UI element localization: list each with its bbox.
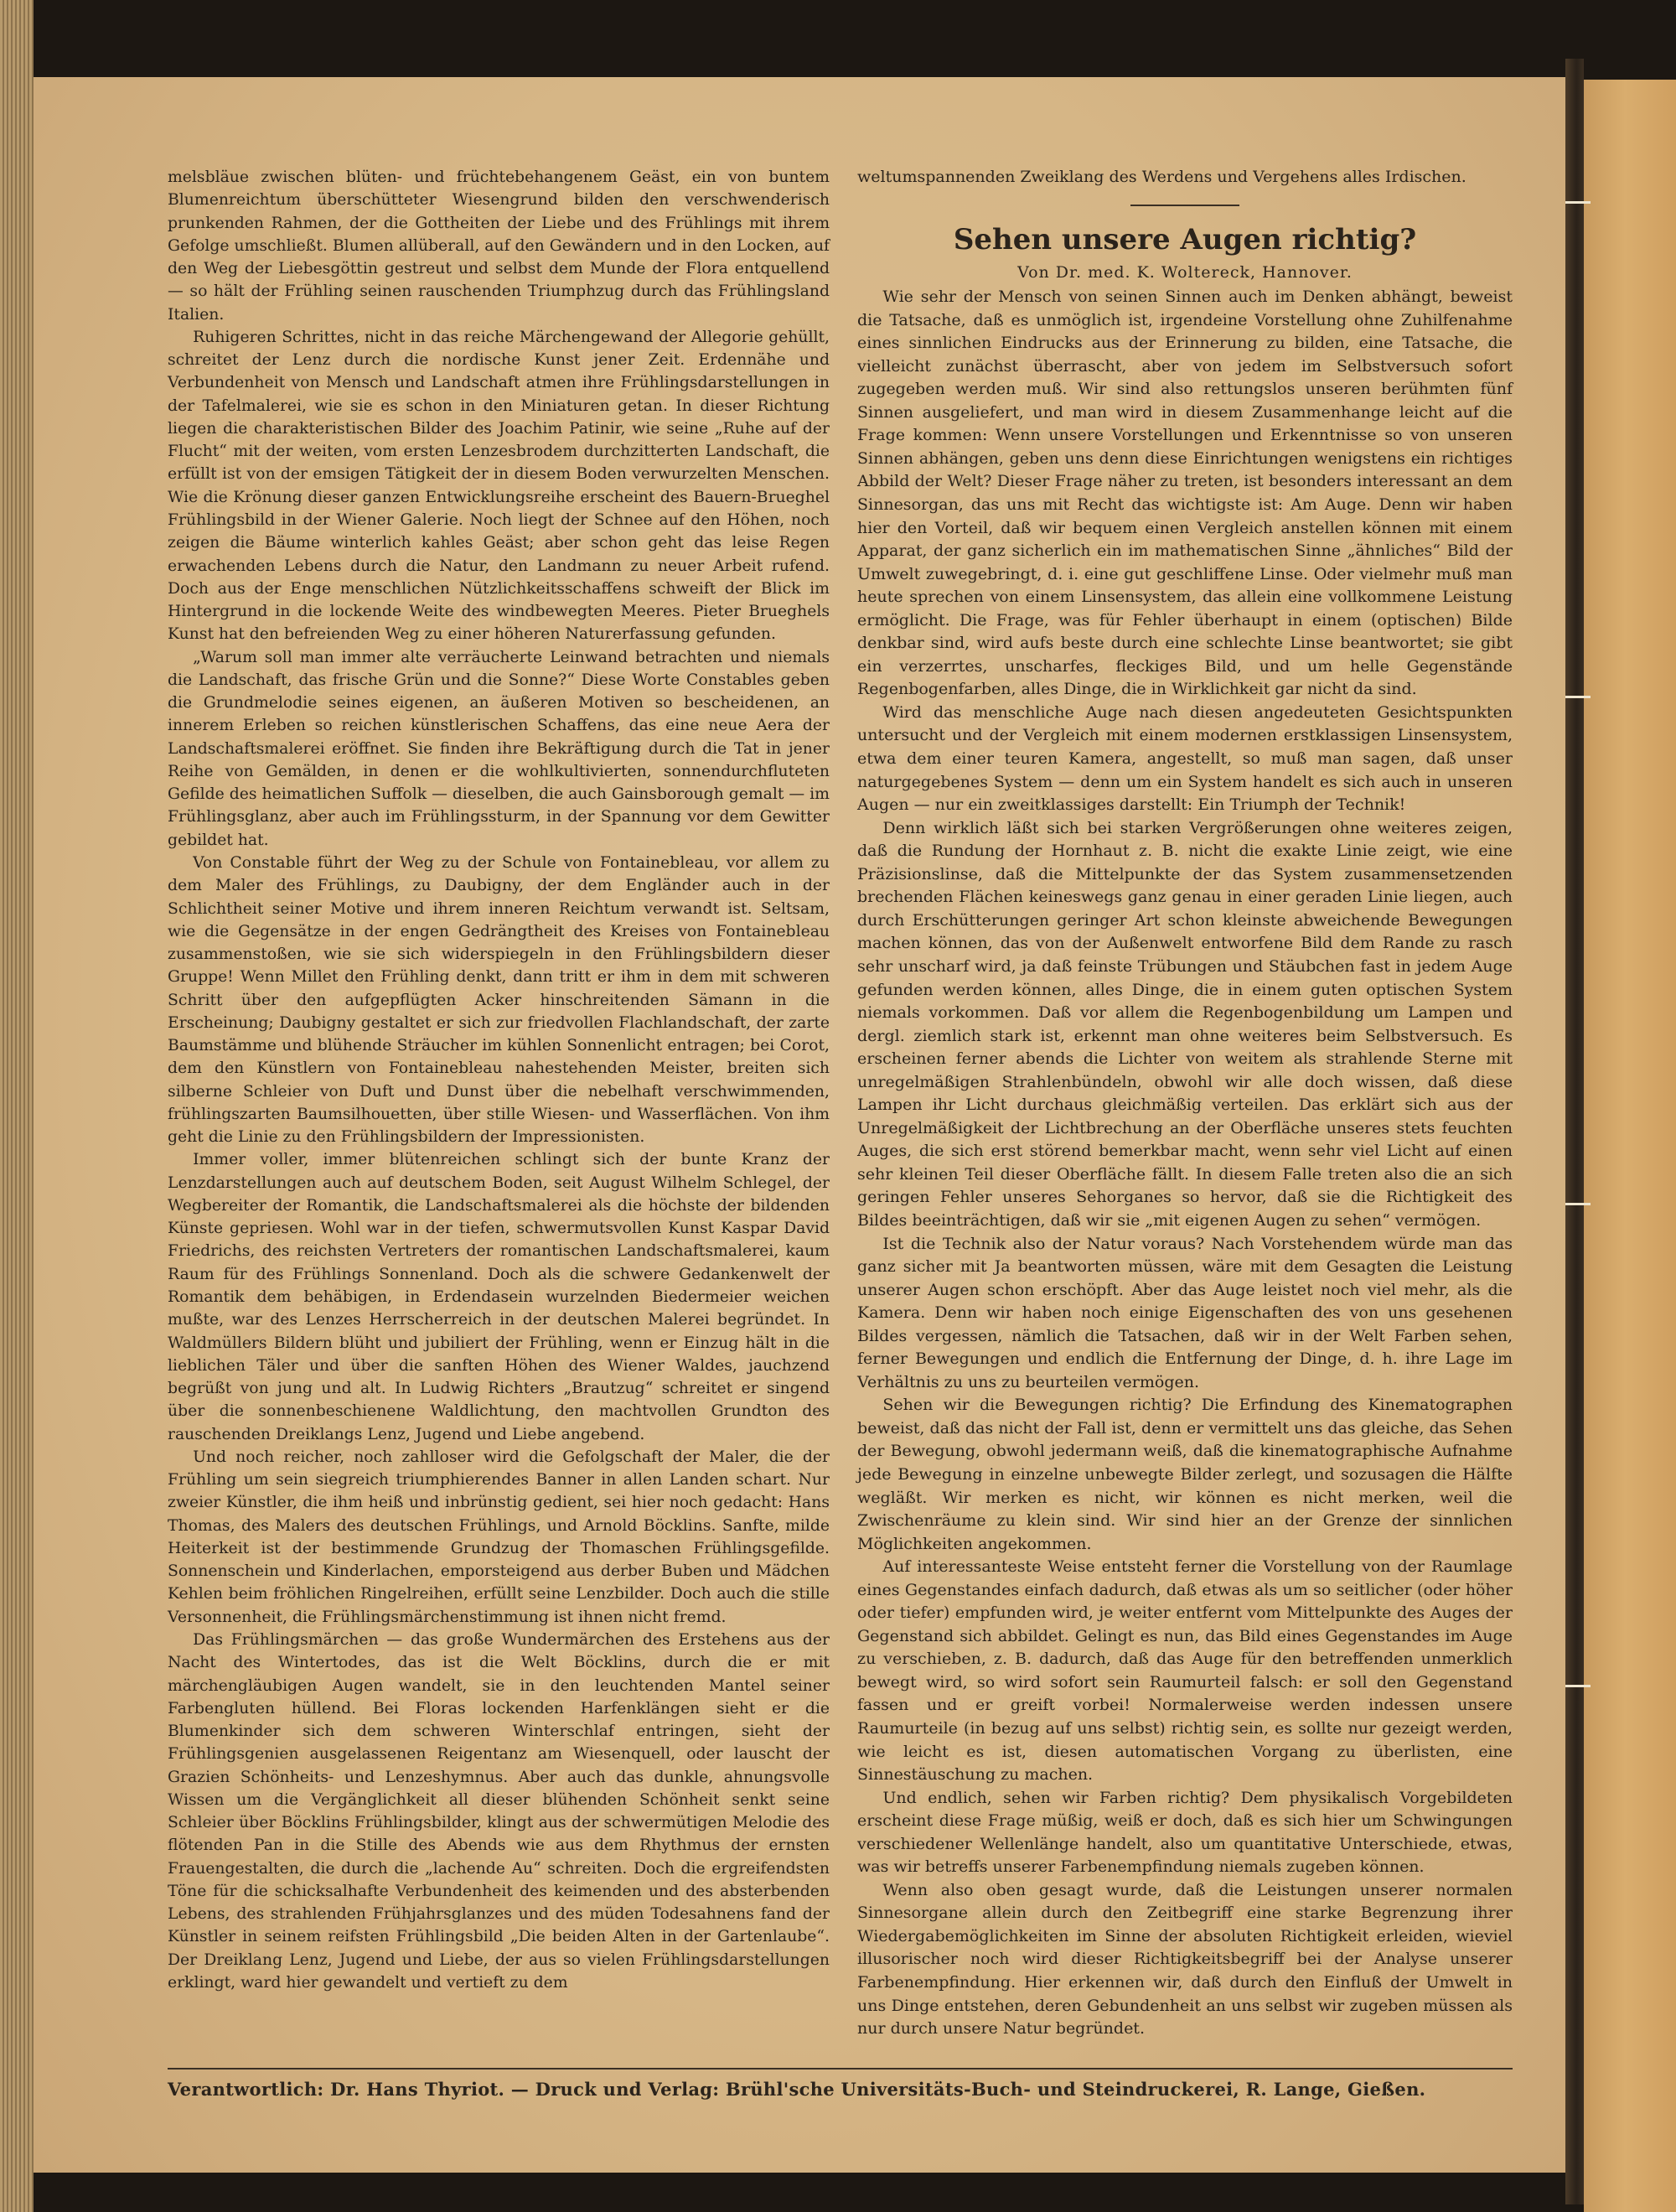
paragraph: melsbläue zwischen blüten- und früchtebehangenem Geäst, ein von buntem Blumenreichtum überschütteter Wiesengrund bilden den verschwenderisch prunkenden Rahmen, der die Gottheiten der Liebe und des Frühlings mit ihrem Gefolge umschließt. Blumen allüberall, auf den Gewändern und in den Locken, auf den Weg der Liebesgöttin gestreut und selbst dem Munde der Flora entquellend — so hält der Frühling seinen rauschenden Triumphzug durch das Frühlingsland Italien. — [168, 168, 830, 324]
paragraph: Und endlich, sehen wir Farben richtig? Dem physikalisch Vorgebildeten erscheint diese Frage müßig, weiß er doch, daß es sich hier um Schwingungen verschiedener Wellenlänge handelt, also um quantitative Unterschiede, etwas, was wir betreffs unserer Farbenempfindung niemals zugeben können. — [857, 1788, 1513, 1877]
paragraph: Wenn also oben gesagt wurde, daß die Leistungen unserer normalen Sinnesorgane allein durch den Zeitbegriff eine starke Begrenzung ihrer Wiedergabemöglichkeiten im Sinne der absoluten Richtigkeit erleiden, wieviel illusorischer noch wird dieser Richtigkeitsbegriff bei der Analyse unserer Farbenempfindung. Hier erkennen wir, daß durch den Einfluß der Umwelt in uns Dinge entstehen, deren Gebundenheit an uns selbst wir zugeben müssen als nur durch unsere Natur begründet. — [857, 1880, 1513, 2038]
binding-stitch — [1565, 201, 1591, 204]
binding-gutter — [1565, 59, 1584, 2204]
paragraph: Immer voller, immer blütenreichen schlingt sich der bunte Kranz der Lenzdarstellungen auch auf deutschem Boden, seit August Wilhelm Schlegel, der Wegbereiter der Romantik, die Landschaftsmalerei als die höchste der bildenden Künste gepriesen. Wohl war in der tiefen, schwermutsvollen Kunst Kaspar David Friedrichs, des reichsten Vertreters der romantischen Landschaftsmalerei, kaum Raum für des Frühlings Sonnenland. Doch als die schwere Gedankenwelt der Romantik dem behäbigen, in Erdendasein wurzelnden Biedermeier weichen mußte, war des Lenzes Herrscherreich in der deutschen Malerei begründet. In Waldmüllers Bildern blüht und jubiliert der Frühling, wenn er Einzug hält in die lieblichen Täler und über die sanften Höhen des Wiener Waldes, jauchzend begrüßt von jung und alt. In Ludwig Richters „Brautzug“ schreitet er singend über die sonnenbeschienene Waldlichtung, den machtvollen Grundton des rauschenden Dreiklangs Lenz, Jugend und Liebe angebend. — [168, 1151, 830, 1443]
paragraph: „Warum soll man immer alte verräucherte Leinwand betrachten und niemals die Landschaft, das frische Grün und die Sonne?“ Diese Worte Constables geben die Grundmelodie seines eigenen, an äußeren Motiven so bescheidenen, an innerem Erleben so reichen künstlerischen Schaffens, das eine neue Aera der Landschaftsmalerei eröffnet. Sie finden ihre Bekräftigung durch die Tat in jener Reihe von Gemälden, in denen er die wohlkultivierten, sonnendurchfluteten Gefilde des heimatlichen Suffolk — dieselben, die auch Gainsborough gemalt — im Frühlingsglanz, aber auch im Frühlingssturm, in der Spannung vor dem Gewitter gebildet hat. — [168, 648, 830, 849]
binding-stitch — [1565, 696, 1591, 698]
paragraph: Und noch reicher, noch zahlloser wird die Gefolgschaft der Maler, die der Frühling um sein siegreich triumphierendes Banner in allen Landen schart. Nur zweier Künstler, die ihm heiß und inbrünstig gedient, sei hier noch gedacht: Hans Thomas, des Malers des deutschen Frühlings, und Arnold Böcklins. Sanfte, milde Heiterkeit ist der bestimmende Grundzug der Thomaschen Frühlingsgefilde. Sonnenschein und Kinderlachen, emporsteigend aus derber Buben und Mädchen Kehlen beim fröhlichen Ringelreihen, erfüllt seine Lenzbilder. Doch auch die stille Versonnenheit, die Frühlingsmärchenstimmung ist ihnen nicht fremd. — [168, 1448, 830, 1626]
section-divider — [1130, 205, 1239, 206]
footer-divider — [168, 2068, 1513, 2070]
paragraph: Ist die Technik also der Natur voraus? Nach Vorstehendem würde man das ganz sicher mit Ja beantworten müssen, wäre mit dem Gesagten die Leistung unserer Augen schon erschöpft. Aber das Auge leistet noch viel mehr, als die Kamera. Denn wir haben noch einige Eigenschaften des von uns gesehenen Bildes vergessen, nämlich die Tatsachen, daß wir in der Welt Farben sehen, ferner Bewegungen und endlich die Entfernung der Dinge, d. h. ihre Lage im Verhältnis zu uns zu beurteilen vermögen. — [857, 1234, 1513, 1391]
book-page-edges — [0, 0, 34, 2212]
binding-stitch — [1565, 1685, 1591, 1687]
paragraph: Von Constable führt der Weg zu der Schule von Fontainebleau, vor allem zu dem Maler des Frühlings, zu Daubigny, der dem Engländer auch in der Schlichtheit seiner Motive und ihrem inneren Reichtum verwandt ist. Seltsam, wie die Gegensätze in der engen Gedrängtheit des Kreises von Fontainebleau zusammenstoßen, wie sie sich widerspiegeln in den Frühlingsbildern dieser Gruppe! Wenn Millet den Frühling denkt, dann tritt er ihm in dem mit schweren Schritt über den aufgepflügten Acker hinschreitenden Sämann in die Erscheinung; Daubigny gestaltet er sich zur friedvollen Flachlandschaft, der zarte Baumstämme und blühende Sträucher im kühlen Sonnenlicht entragen; bei Corot, dem den Künstlern von Fontainebleau nahestehenden Meister, breiten sich silberne Schleier von Duft und Dunst über die nebelhaft verschwimmenden, frühlingszarten Baumsilhouetten, über stille Wiesen- und Wasserflächen. Von ihm geht die Linie zu den Frühlingsbildern der Impressionisten. — [168, 853, 830, 1147]
binding-stitch — [1565, 1203, 1591, 1205]
paragraph: Sehen wir die Bewegungen richtig? Die Erfindung des Kinematographen beweist, daß das nicht der Fall ist, denn er vermittelt uns das gleiche, das Sehen der Bewegung, obwohl jedermann weiß, daß die kinematographische Aufnahme jede Bewegung in einzelne unbewegte Bilder zerlegt, und sozusagen die Hälfte wegläßt. Wir merken es nicht, wir können es nicht merken, weil die Zwischenräume zu klein sind. Wir sind hier an der Grenze der sinnlichen Möglichkeiten angekommen. — [857, 1396, 1513, 1553]
paragraph: Denn wirklich läßt sich bei starken Vergrößerungen ohne weiteres zeigen, daß die Rundung der Hornhaut z. B. nicht die exakte Linie zeigt, wie eine Präzisionslinse, daß die Mittelpunkte der das System zusammensetzenden brechenden Flächen keineswegs ganz genau in einer geraden Linie liegen, auch durch Erschütterungen geringer Art schon kleinste abweichende Bewegungen machen können, das von der Außenwelt entworfene Bild dem Rande zu rasch sehr unscharf wird, ja daß feinste Trübungen und Stäubchen fast in jedem Auge gefunden werden können, alles Dinge, die in einem guten optischen System niemals vorkommen. Daß vor allem die Regenbogenbildung um Lampen und dergl. ziemlich stark ist, erkennt man ohne weiteres beim Selbstversuch. Es erscheinen ferner abends die Lichter von weitem als strahlende Sterne mit unregelmäßigen Strahlenbündeln, obwohl wir alle doch wissen, daß diese Lampen ihr Licht durchaus gleichmäßig verteilen. Das erklärt sich aus der Unregelmäßigkeit der Lichtbrechung an der Oberfläche unseres stets feuchten Auges, die sich erst störend bemerkbar macht, wenn sehr viel Licht auf einen sehr kleinen Teil dieser Oberfläche fällt. In diesem Falle treten also die an sich geringen Fehler unseres Sehorganes so hervor, daß sie die Richtigkeit des Bildes beeinträchtigen, daß wir sie „mit eigenen Augen zu sehen“ vermögen. — [857, 818, 1513, 1230]
continuation-paragraph: weltumspannenden Zweiklang des Werdens und Vergehens alles Irdischen. — [857, 168, 1466, 186]
right-column — [857, 166, 1513, 2041]
article-byline: Von Dr. med. K. Woltereck, Hannover. — [1017, 262, 1353, 282]
article-title: Sehen unsere Augen richtig? — [953, 222, 1417, 256]
imprint-footer: Verantwortlich: Dr. Hans Thyriot. — Druck und Verlag: Brühl'sche Universitäts-Buch- und Steindruckerei, R. Lange, Gießen. — [168, 2079, 1426, 2100]
left-column — [168, 166, 830, 1994]
paragraph: Wie sehr der Mensch von seinen Sinnen auch im Denken abhängt, beweist die Tatsache, daß es unmöglich ist, irgendeine Vorstellung ohne Zuhilfenahme eines sinnlichen Eindrucks aus der Erinnerung zu bilden, eine Tatsache, die vielleicht zunächst überrascht, aber von jedem im Selbstversuch sofort zugegeben werden muß. Wir sind also rettungslos unseren berühmten fünf Sinnen ausgeliefert, und man wird in diesem Zusammenhange leicht auf die Frage kommen: Wenn unsere Vorstellungen und Erkenntnisse so von unseren Sinnen abhängen, geben uns denn diese Einrichtungen wenigstens ein richtiges Abbild der Welt? Dieser Frage näher zu treten, ist besonders interessant an dem Sinnesorgan, das uns mit Recht das wichtigste ist: Am Auge. Denn wir haben hier den Vorteil, daß wir bequem einen Vergleich anstellen können mit einem Apparat, der ganz sicherlich ein im mathematischen Sinne „ähnliches“ Bild der Umwelt zuwegebringt, d. i. eine gut geschliffene Linse. Oder vielmehr muß man heute sprechen von einem Linsensystem, das allein eine vollkommene Leistung ermöglicht. Die Frage, was für Fehler überhaupt in einem (optischen) Bilde denkbar sind, wird aufs beste durch eine schlechte Linse beantwortet; sie gibt ein verzerrtes, unscharfes, fleckiges Bild, und um helle Gegenstände Regenbogenfarben, alles Dinge, die in Wirklichkeit gar nicht da sind. — [857, 288, 1513, 699]
paragraph: Ruhigeren Schrittes, nicht in das reiche Märchengewand der Allegorie gehüllt, schreitet der Lenz durch die nordische Kunst jener Zeit. Erdennähe und Verbundenheit von Mensch und Landschaft atmen ihre Frühlingsdarstellungen in der Tafelmalerei, wie sie es schon in den Miniaturen getan. In dieser Richtung liegen die charakteristischen Bilder des Joachim Patinir, wie seine „Ruhe auf der Flucht“ mit der weiten, vom ersten Lenzesbrodem durchzitterten Landschaft, die erfüllt ist von der emsigen Tätigkeit der in diesem Boden verwurzelten Menschen. Wie die Krönung dieser ganzen Entwicklungsreihe erscheint des Bauern-Brueghel Frühlingsbild in der Wiener Galerie. Noch liegt der Schnee auf den Höhen, noch zeigen die Bäume winterlich kahles Geäst; aber schon geht das leise Regen erwachenden Lebens durch die Natur, den Landmann zu neuer Arbeit rufend. Doch aus der Enge menschlichen Nützlichkeitsschaffens schweift der Blick im Hintergrund in die lockende Weite des windbewegten Meeres. Pieter Brueghels Kunst hat den befreienden Weg zu einer höheren Naturerfassung gefunden. — [168, 328, 830, 644]
paragraph: Auf interessanteste Weise entsteht ferner die Vorstellung von der Raumlage eines Gegenstandes einfach dadurch, daß etwas als um so seitlicher (oder höher oder tiefer) empfunden wird, je weiter entfernt vom Mittelpunkte des Auges der Gegenstand sich abbildet. Gelingt es nun, das Bild eines Gegenstandes im Auge zu verschieben, z. B. dadurch, daß das Auge für den betreffenden unmerklich bewegt wird, so wird sofort sein Raumurteil falsch: er soll den Gegenstand fassen und er greift vorbei! Normalerweise werden indessen unsere Raumurteile (in bezug auf uns selbst) richtig sein, es sollte nur gezeigt werden, wie leicht es ist, diesen automatischen Vorgang zu überlisten, eine Sinnestäuschung zu machen. — [857, 1557, 1513, 1785]
adjacent-page-edge — [1584, 80, 1676, 2212]
paragraph: Wird das menschliche Auge nach diesen angedeuteten Gesichtspunkten untersucht und der Vergleich mit einem modernen erstklassigen Linsensystem, etwa dem einer teuren Kamera, angestellt, so muß man sagen, daß unser naturgegebenes System — denn um ein System handelt es sich auch in unseren Augen — nur ein zweitklassiges darstellt: Ein Triumph der Technik! — [857, 702, 1513, 815]
paragraph: Das Frühlingsmärchen — das große Wundermärchen des Erstehens aus der Nacht des Wintertodes, das ist die Welt Böcklins, durch die er mit märchengläubigen Augen wandelt, sie in den leuchtenden Mantel seiner Farbengluten hüllend. Bei Floras lockenden Harfenklängen sieht er die Blumenkinder sich dem schweren Winterschlaf entringen, sieht der Frühlingsgenien ausgelassenen Reigentanz am Wiesenquell, oder lauscht der Grazien Schönheits- und Lenzeshymnus. Aber auch das dunkle, ahnungsvolle Wissen um die Vergänglichkeit all dieser blühenden Schönheit senkt seine Schleier über Böcklins Frühlingsbilder, klingt aus der schwermütigen Melodie des flötenden Pan in die Stille des Abends wie aus dem Rhythmus der ernsten Frauengestalten, die durch die „lachende Au“ schreiten. Doch die ergreifendsten Töne für die schicksalhafte Verbundenheit des keimenden und des absterbenden Lebens, des strahlenden Frühjahrsglanzes und des müden Todesahnens fand der Künstler in seinem reifsten Frühlingsbild „Die beiden Alten in der Gartenlaube“. Der Dreiklang Lenz, Jugend und Liebe, der aus so vielen Frühlingsdarstellungen erklingt, ward hier gewandelt und vertieft zu dem — [168, 1631, 830, 1992]
